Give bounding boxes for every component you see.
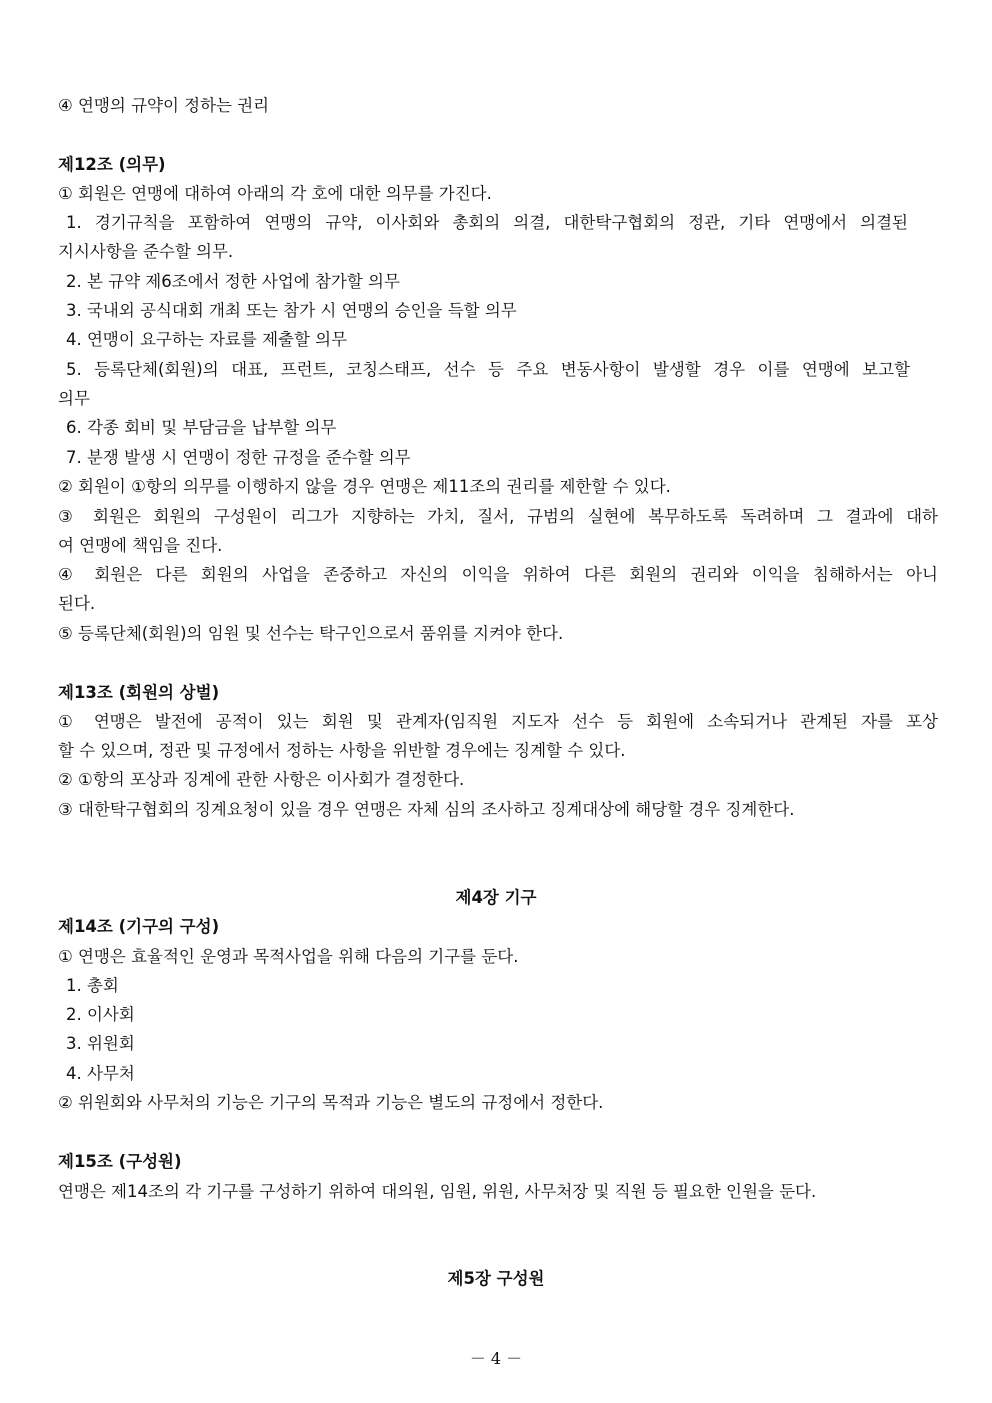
chapter-4-title: 제4장 기구 [455,888,537,907]
article-14-para-1: ① 연맹은 효율적인 운영과 목적사업을 위해 다음의 기구를 둔다. [58,947,519,966]
article-12-item-5-cont: 의무 [58,389,90,408]
article-12-item-6: 6. 각종 회비 및 부담금을 납부할 의무 [66,418,337,437]
article-12-title: 제12조 (의무) [58,155,166,174]
article-13-para-2: ② ①항의 포상과 징계에 관한 사항은 이사회가 결정한다. [58,770,465,789]
article-12-item-2: 2. 본 규약 제6조에서 정한 사업에 참가할 의무 [66,272,400,291]
article-12-para-2: ② 회원이 ①항의 의무를 이행하지 않을 경우 연맹은 제11조의 권리를 제한할 수 있다. [58,477,671,496]
article-13-title: 제13조 (회원의 상벌) [58,683,220,702]
article-12-para-3-cont: 여 연맹에 책임을 진다. [58,536,223,555]
chapter-5-title: 제5장 구성원 [447,1269,545,1288]
article-14-item-2: 2. 이사회 [66,1005,135,1024]
article-12-para-3: ③ 회원은 회원의 구성원이 리그가 지향하는 가치, 질서, 규범의 실현에 복무하도록 독려하며 그 결과에 대하 [58,507,938,526]
article-13-para-3: ③ 대한탁구협회의 징계요청이 있을 경우 연맹은 자체 심의 조사하고 징계대상에 해당할 경우 징계한다. [58,800,795,819]
article-11-item-4: ④ 연맹의 규약이 정하는 권리 [58,96,270,115]
article-12-item-7: 7. 분쟁 발생 시 연맹이 정한 규정을 준수할 의무 [66,448,411,467]
article-12-para-4-cont: 된다. [58,594,96,613]
article-13-para-1-cont: 할 수 있으며, 정관 및 규정에서 정하는 사항을 위반할 경우에는 징계할 수 있다. [58,741,626,760]
article-14-item-4: 4. 사무처 [66,1064,135,1083]
article-12-item-4: 4. 연맹이 요구하는 자료를 제출할 의무 [66,330,348,349]
article-15-body: 연맹은 제14조의 각 기구를 구성하기 위하여 대의원, 임원, 위원, 사무처장 및 직원 등 필요한 인원을 둔다. [58,1182,817,1201]
article-15-title: 제15조 (구성원) [58,1152,182,1171]
article-14-item-3: 3. 위원회 [66,1034,135,1053]
article-14-title: 제14조 (기구의 구성) [58,917,220,936]
article-12-para-4: ④ 회원은 다른 회원의 사업을 존중하고 자신의 이익을 위하여 다른 회원의 권리와 이익을 침해하서는 아니 [58,565,938,584]
article-14-item-1: 1. 총회 [66,976,119,995]
article-12-item-3: 3. 국내외 공식대회 개최 또는 참가 시 연맹의 승인을 득할 의무 [66,301,517,320]
article-12-item-1: 1. 경기규칙을 포함하여 연맹의 규약, 이사회와 총회의 의결, 대한탁구협회의 정관, 기타 연맹에서 의결된 [66,213,908,232]
article-13-para-1: ① 연맹은 발전에 공적이 있는 회원 및 관계자(임직원 지도자 선수 등 회원에 소속되거나 관계된 자를 포상 [58,712,938,731]
article-14-para-2: ② 위원회와 사무처의 기능은 기구의 목적과 기능은 별도의 규정에서 정한다. [58,1093,604,1112]
article-12-item-1-cont: 지시사항을 준수할 의무. [58,242,234,261]
article-12-para-5: ⑤ 등록단체(회원)의 임원 및 선수는 탁구인으로서 품위를 지켜야 한다. [58,624,564,643]
page-number: － 4 － [469,1349,523,1368]
article-12-para-1: ① 회원은 연맹에 대하여 아래의 각 호에 대한 의무를 가진다. [58,184,492,203]
article-12-item-5: 5. 등록단체(회원)의 대표, 프런트, 코칭스태프, 선수 등 주요 변동사항이 발생할 경우 이를 연맹에 보고할 [66,360,910,379]
